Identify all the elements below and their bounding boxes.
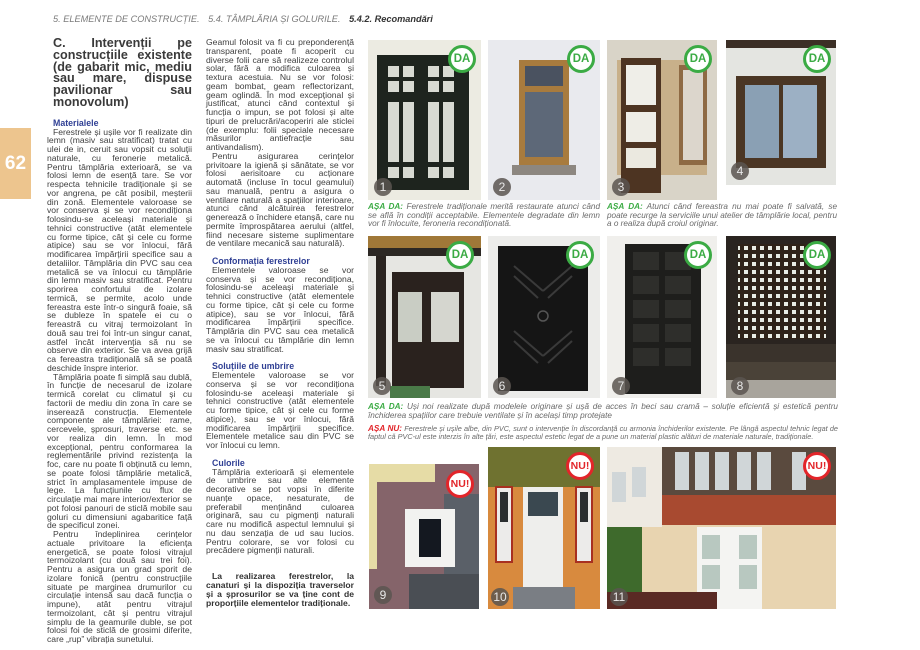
section-title: C. Intervenții pe construcțiile existente (de gabarit mic, mediu sau mare, dispuse pavilionar sau monovolum): [53, 36, 192, 109]
photo-8: [726, 236, 836, 398]
da-badge: DA: [803, 241, 831, 269]
photo-number: 8: [731, 377, 749, 395]
breadcrumb-subsection: 5.4.2. Recomandări: [349, 14, 433, 24]
da-badge: DA: [684, 241, 712, 269]
paragraph: Ferestrele și ușile vor fi realizate din lemn (masiv sau stratificat) tratat cu ulei de in, ceruit sau vopsit cu soluții naturale, cu feronerie metalică. Pentru tâmplăria exterioară, se va folosi lemn de esență tare. Se vor respecta tehnicile tradiționale și se vor angrena, pe cât posibil, meșterii din zonă. Elementele valoroase se vor conserva și se vor recondiționa folosindu-se aceleași materiale și tehnici constructive (atât elementele cu forme tipice, cât și cele cu forme atipice) sau se vor înlocui, fără modificarea împărțirii specifice sau a detaliilor. Tâmplăria din PVC sau cea metalică se va înlocui cu tâmplărie din lemn masiv sau stratificat. Pentru sporirea confortului de izolare termică, se permite, acolo unde fereastra este într-o singură foaie, să se dubleze în spatele ei cu o fereastră cu vitraj termoizolant în două sau trei foi într-un singur canat, astfel încât intervenția să nu se observe din exterior. Se va avea grijă ca fereastra tradițională să se poată deschide înspre interior.: [47, 126, 192, 373]
nu-badge: NU!: [566, 452, 594, 480]
caption-label-nu: AȘA NU:: [368, 424, 402, 433]
breadcrumb-header: [53, 14, 433, 24]
paragraph: Tâmplăria exterioară și elementele de umbrire sau alte elemente decorative se pot vopsi în diferite nuanțe opace, nesaturate, de preferabil menținând culoarea originară, sau cu pigmenți naturali care nu modifică aspectul lemnului și nu dau senzația de ud sau lucios. Pentru colorare, se vor folosi cu precădere pigmenții naturali.: [206, 466, 354, 556]
caption-photos-3-4: [607, 203, 837, 229]
breadcrumb-section: 5.4. TÂMPLĂRIA ȘI GOLURILE.: [208, 14, 341, 24]
photo-5: [368, 236, 481, 398]
photo-9: [369, 464, 479, 609]
da-badge: DA: [446, 241, 474, 269]
paragraph: Elementele valoroase se vor conserva și se vor recondiționa, folosindu-se aceleași materiale și tehnici constructive (atât elementele cu forme tipice, cât și cele cu forme atipice), sau se vor înlocui, fără modificarea împărțirii specifice. Tâmplăria din PVC sau cea metalică se va înlocui cu tâmplărie din lemn masiv sau stratificat.: [206, 264, 354, 354]
photo-number: 6: [493, 377, 511, 395]
subheading-conformatia: Conformația ferestrelor: [212, 256, 310, 266]
caption-label-da: AȘA DA:: [368, 402, 404, 411]
subheading-culorile: Culorile: [212, 457, 245, 468]
text-column-1: [47, 38, 192, 644]
photo-number: 2: [493, 178, 511, 196]
breadcrumb-chapter: 5. ELEMENTE DE CONSTRUCȚIE.: [53, 14, 200, 24]
text-column-2: [206, 38, 354, 608]
photo-number: 11: [610, 588, 628, 606]
photo-1: [368, 40, 481, 200]
caption-text: Uși noi realizate după modelele originare și ușă de acces în beci sau cramă – soluție eficientă și estetică pentru închiderea spațiilor care trebuie ventilate și în același timp protejate: [368, 402, 838, 420]
subheading-umbrire: Soluțiile de umbrire: [212, 361, 295, 372]
photo-number: 7: [612, 377, 630, 395]
da-badge: DA: [684, 45, 712, 73]
nu-badge: NU!: [803, 452, 831, 480]
caption-photos-5-8: [368, 403, 838, 420]
photo-6: [488, 236, 600, 398]
photo-11: [607, 447, 836, 609]
paragraph: Pentru îndeplinirea cerințelor actuale privitoare la eficiența energetică, se poate folosi vitrajul termoizolant (cu două sau trei foi). Pentru a asigura un grad sporit de izolare fonică (pentru construcțiile situate pe marginea drumurilor cu circulație intensă sau dacă funcția o impune), atât pentru vitrajul termoizolant, cât și pentru vitrajul simplu de la geamurile duble, se pot folosi foi de sticlă de grosimi diferite, care „rup” vibrația sunetului.: [47, 529, 192, 645]
photo-number: 10: [491, 588, 509, 606]
da-badge: DA: [803, 45, 831, 73]
photo-number: 5: [373, 377, 391, 395]
da-badge: DA: [567, 45, 595, 73]
da-badge: DA: [448, 45, 476, 73]
photo-3: [607, 40, 717, 200]
building-illustration-icon: [607, 447, 836, 609]
paragraph: Pentru asigurarea cerințelor privitoare la igienă și sănătate, se vor folosi aerisitoare cu acționare automată (incluse în tocul geamului) sau manuală, pentru a asigura o ventilare naturală a spațiilor interioare, atunci când alcătuirea ferestrelor generează o închidere etanșă, care nu permite împrospătarea aerului (altfel, fiind necesare sisteme suplimentare de ventilare mecanică sau naturală).: [206, 150, 354, 249]
photo-10: [488, 447, 600, 609]
da-badge: DA: [566, 241, 594, 269]
caption-photos-1-2: [368, 203, 600, 229]
photo-7: [607, 236, 717, 398]
nu-badge: NU!: [446, 470, 474, 498]
caption-text: Ferestrele tradiționale merită restaurate atunci când se află în condiții acceptabile. Elementele degradate din lemn vor fi înlocuite, feroneria recondiționată.: [368, 202, 600, 229]
caption-text: Ferestrele și ușile albe, din PVC, sunt o intervenție în discordanță cu armonia închiderilor existente. Pe lângă aspectul tehnic legat de faptul că PVC-ul este interzis în alte țări, este aspectul estetic legat de a pune un material plastic alături de materiale naturale, tradiționale.: [368, 424, 838, 442]
photo-number: 1: [374, 178, 392, 196]
photo-number: 9: [374, 586, 392, 604]
subheading-materiale: Materialele: [53, 117, 99, 128]
paragraph: Tâmplăria poate fi simplă sau dublă, în funcție de necesarul de izolare termică corelat cu climatul și cu factorii de mediu din zona în care se inserează construcția. Elementele componente ale tâmplăriei: rame, cercevele, șprosuri, traverse etc. se vor realiza din lemn. În mod excepțional, pentru conformarea la reglementările privind rezistența la foc, care nu poate fi obținută cu lemn, se poate folosi tâmplărie metalică, strict în amplasamentele impuse de lege. La funcțiunile cu flux de circulație mai mare interior/exterior se pot folosi panouri de sticlă mobile sau goluri cu dimensiuni agabaritice față de specificul zonei.: [47, 371, 192, 531]
closing-statement: La realizarea ferestrelor, la canaturi și la dispoziția traverselor și a șprosurilor se va ține cont de proporțiile elementelor tradiționale.: [206, 571, 354, 608]
page-number-tab: 62: [0, 128, 31, 199]
caption-photos-9-11: [368, 425, 838, 442]
photo-number: 3: [612, 178, 630, 196]
caption-text: Atunci când fereastra nu mai poate fi salvată, se poate recurge la serviciile unui atelier de tâmplărie local, pentru a o realiza după croiul originar.: [607, 202, 837, 229]
photo-4: [726, 40, 836, 185]
caption-label-da: AȘA DA:: [607, 202, 643, 211]
photo-2: [488, 40, 600, 200]
paragraph: Elementele valoroase se vor conserva și se vor recondiționa folosindu-se aceleași materiale și tehnici constructive (atât elementele cu forme tipice, cât și cele cu forme atipice), sau se vor înlocui, fără modificarea împărțirii specifice. Elementele metalice sau din PVC se vor înlocui cu lemn.: [206, 370, 354, 450]
caption-label-da: AȘA DA:: [368, 202, 404, 211]
photo-number: 4: [731, 162, 749, 180]
paragraph: Geamul folosit va fi cu preponderență transparent, poate fi acoperit cu diverse folii care să realizeze controlul solar, fără a modifica culoarea și textura acestuia. Nu se vor folosi: geam bombat, geam reflectorizant, geam oglindă. În mod excepțional și justificat, atunci când contextul și funcția o impun, se pot folosi și alte tipuri de prelucrări/acoperiri ale sticlei (de exemplu: folii speciale necesare măsurilor antiefracție sau antivandalism).: [206, 37, 354, 152]
